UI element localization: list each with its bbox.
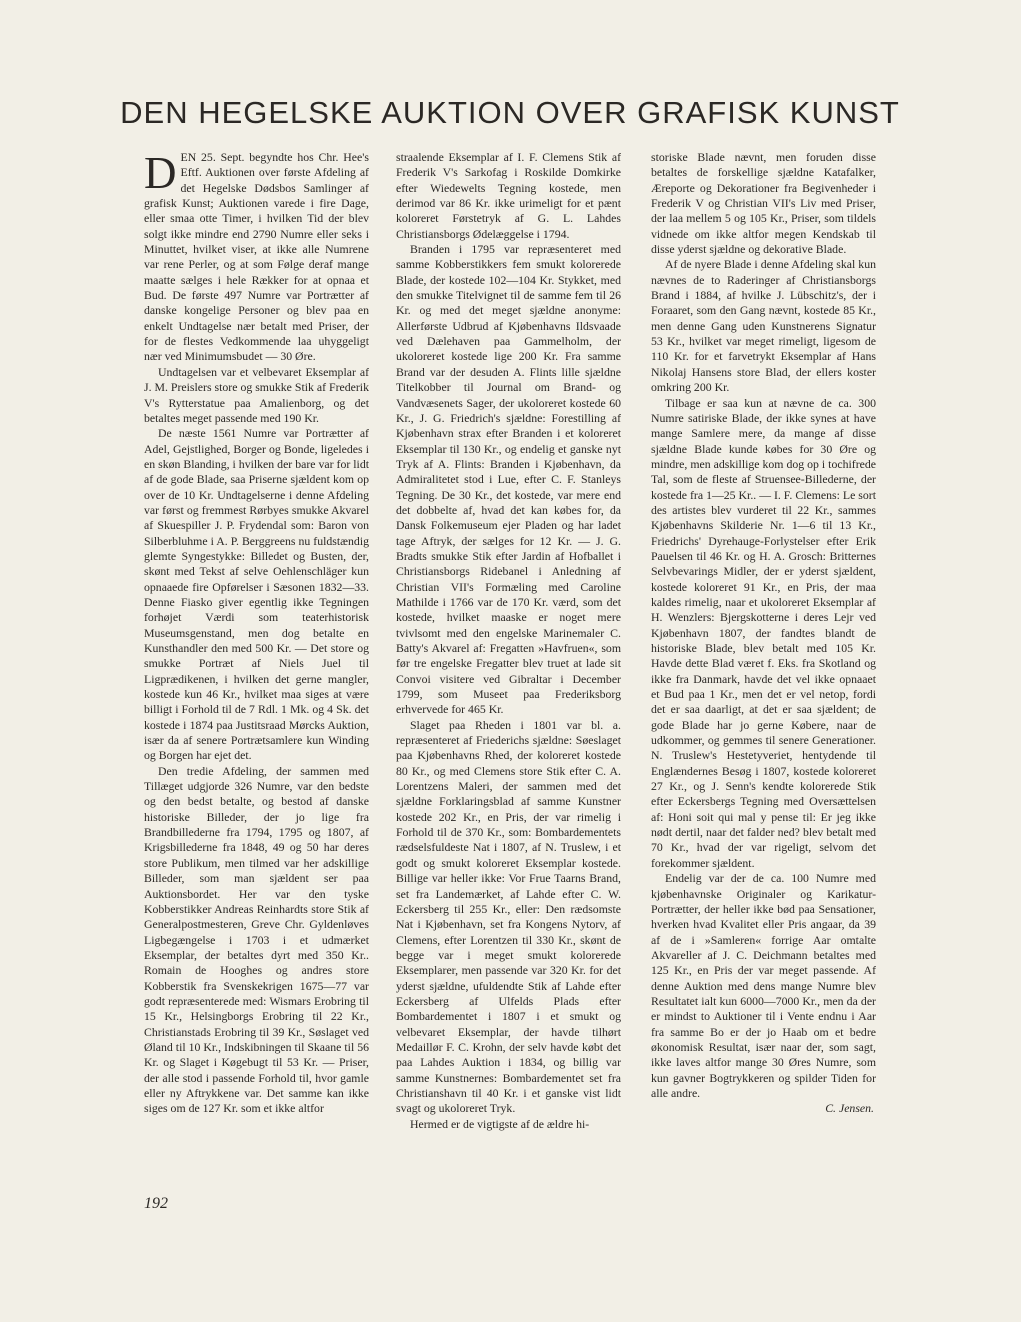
paragraph bbox=[144, 150, 369, 365]
paragraph: Endelig var der de ca. 100 Numre med kjøbenhavnske Originaler og Karikatur-Portrætter, der heller ikke bød paa Sensationer, hverken hvad Kvalitet eller Pris angaar, da 39 af de i »Samleren« forrige Aar omtalte Akvareller af J. C. Deichmann betaltes med 125 Kr., en Pris der var meget passende. Af denne Auktion med dens mange Numre blev Resultatet ialt kun 6000—7000 Kr., men da der er mindst to Auktioner til i Vente endnu i Aar fra samme Bo er der jo Haab om et bedre økonomisk Resultat, især naar der, som sagt, ikke laves altfor mange 30 Øres Numre, som kun gavner Bogtrykkeren og spilder Tiden for alle andre. bbox=[651, 871, 876, 1100]
article-title: DEN HEGELSKE AUKTION OVER GRAFISK KUNST bbox=[120, 95, 900, 130]
paragraph: storiske Blade nævnt, men foruden disse betaltes de forskellige sjældne Katafalker, Æreporte og Dekorationer fra Begivenheder i Frederik V og Christian VII's Liv med Priser, der laa mellem 5 og 105 Kr., Priser, som tildels vidnede om ikke altfor megen Kendskab til disse yderst sjældne og dekorative Blade. bbox=[651, 150, 876, 257]
text-column-2 bbox=[396, 150, 621, 1200]
text-column-1 bbox=[144, 150, 369, 1200]
drop-cap: D bbox=[144, 150, 177, 198]
paragraph: straalende Eksemplar af I. F. Clemens Stik af Frederik V's Sarkofag i Roskilde Domkirke efter Wiedewelts Tegning kostede, men derimod var 86 Kr. ikke urimeligt for et pænt koloreret Førstetryk af G. L. Lahdes Christiansborgs Ødelæggelse i 1794. bbox=[396, 150, 621, 241]
text-column-3 bbox=[651, 150, 876, 1200]
paragraph: Undtagelsen var et velbevaret Eksemplar af J. M. Preislers store og smukke Stik af Frederik V's Rytterstatue paa Amalienborg, og det betaltes meget passende med 190 Kr. bbox=[144, 364, 369, 425]
paragraph: Slaget paa Rheden i 1801 var bl. a. repræsenteret af Friederichs sjældne: Søeslaget paa Kjøbenhavns Rhed, der koloreret kostede 80 Kr., og med Clemens store Stik efter C. A. Lorentzens Maleri, der sammen med det sjældne Forklaringsblad af samme Kunstner kostede 202 Kr., en Pris, der var rimelig i Forhold til de 370 Kr., som: Bombardementets rædselsfuldeste Nat i 1807, af N. Truslew, i et godt og smukt koloreret Eksemplar kostede. Billige var heller ikke: Vor Frue Taarns Brand, set fra Landemærket, af Lahde efter C. W. Eckersberg til 255 Kr., eller: Den rædsomste Nat i Kjøbenhavn, set fra Kongens Nytorv, af Clemens, efter Lorentzen til 330 Kr., skønt de begge var i meget smukt kolorerede Eksemplarer, men passende var 320 Kr. for det yderst sjældne, ufuldendte Stik af Lahde efter Eckersberg af Ulfelds Plads efter Bombardementet i 1807 i et smukt og velbevaret Eksemplar, der havde tilhørt Medaillør F. C. Krohn, der selv havde købt det paa Lahdes Auktion i 1834, og billig var samme Kunstnernes: Bombardementet set fra Christianshavn til 40 Kr. i et ganske vist lidt svagt og ukoloreret Tryk. bbox=[396, 717, 621, 1116]
author-signature: C. Jensen. bbox=[825, 1101, 874, 1116]
paragraph: Branden i 1795 var repræsenteret med samme Kobberstikkers fem smukt kolorerede Blade, der kostede 102—104 Kr. Stykket, med den smukke Titelvignet til de samme fem til 26 Kr. og med det meget sjældne anonyme: Allerførste Udbrud af Kjøbenhavns Ildsvaade ved Dælehaven paa Gammelholm, der ukoloreret kostede lige 200 Kr. Fra samme Brand var der desuden A. Flints lille sjældne Titelkobber til Journal om Brand- og Vandvæsenets Sager, der ukoloreret kostede 60 Kr., J. G. Friedrich's sjældne: Forestilling af Kjøbenhavn strax efter Branden i et koloreret Eksemplar til 130 Kr., og endelig et ganske nyt Tryk af A. Flints: Branden i Kjøbenhavn, da Admiralitetet stod i Lue, efter C. F. Stanleys Tegning. De 30 Kr., det kostede, var mere end det dobbelte af, hvad det kan købes for, da Dansk Folkemuseum ejer Pladen og har ladet tage Aftryk, der sælges for 12 Kr. — J. G. Bradts smukke Stik efter Jardin af Hofballet i Christiansborgs Ridebanel i Anledning af Christian VII's Formæling med Caroline Mathilde i 1766 var de 170 Kr. værd, som det kostede, hvilket maaske er noget mere tvivlsomt med den engelske Marinemaler C. Batty's Akvarel af: Fregatten »Havfruen«, som før tre engelske Fregatter blev truet at lade sit Convoi visitere ved Gibraltar i December 1799, som Museet paa Frederiksborg erhvervede for 465 Kr. bbox=[396, 242, 621, 717]
paragraph: Hermed er de vigtigste af de ældre hi- bbox=[410, 1116, 590, 1131]
paragraph-text: EN 25. Sept. begyndte hos Chr. Hee's Eftf. Auktionen over første Afdeling af det Hegelske Dødsbos Samlinger af grafisk Kunst; Auktionen varede i fire Dage, eller smaa otte Timer, i hvilken Tid der blev solgt ikke mindre end 2790 Numre eller seks i Minuttet, hvilket viser, at ikke alle Numrene var rene Perler, og at som Følge deraf mange maatte sælges i hele Rækker for at opnaa et Bud. De første 497 Numre var Portrætter af danske kongelige Personer og blev paa en enkelt Undtagelse nær betalt med Priser, der for de flestes Vedkommende laa uhyggeligt nær ved Minimumsbudet — 30 Øre. bbox=[144, 150, 369, 364]
paragraph: Tilbage er saa kun at nævne de ca. 300 Numre satiriske Blade, der ikke synes at have mange Samlere mere, da mange af disse sjældne Blade kunde købes for 30 Øre og mindre, men adskillige kom dog op i tochifrede Tal, som de fleste af Struensee-Billederne, der kostede fra 1—25 Kr.. — I. F. Clemens: Le sort des artistes blev vurderet til 22 Kr., sammes Kjøbenhavns Skilderie Nr. 1—6 til 13 Kr., Friedrichs' Dyrehauge-Forlystelser efter Erik Pauelsen til 46 Kr. og H. A. Grosch: Britternes Selvbevarings Midler, der er yderst sjældent, kostede koloreret 91 Kr., en Pris, der maa kaldes rimelig, naar et ukoloreret Eksemplar af H. Wenzlers: Bjergskotterne i deres Lejr ved Kjøbenhavn 1807, der fandtes blandt de historiske Blade, blev betalt med 105 Kr. Havde dette Blad været f. Eks. fra Skotland og ikke fra Danmark, havde det vel ikke opnaaet et Bud paa 1 Kr., men det er vel netop, fordi det er saa daarligt, at det er saa sjældent; de gode Blade har jo gerne Købere, naar de udkommer, og gemmes til senere Generationer. N. Truslew's Hestetyveriet, hentydende til Englændernes Besøg i 1807, kostede koloreret 27 Kr., og J. Senn's kendte kolorerede Stik efter Eckersbergs Tegning med Oversættelsen af: Honi soit qui mal y pense til: Er jeg ikke nødt dertil, naar det falder ned? blev betalt med 70 Kr., hvad der var rigeligt, selvom det forekommer sjældent. bbox=[651, 395, 876, 870]
paragraph: De næste 1561 Numre var Portrætter af Adel, Gejstlighed, Borger og Bonde, ligeledes i en skøn Blanding, i hvilken der bare var for lidt af de gode Blade, saa Priserne sjældent kom op over de 10 Kr. Undtagelserne i denne Afdeling var først og fremmest Rørbyes smukke Akvarel af Skuespiller J. P. Frydendal som: Baron von Silberbluhme i A. P. Berggreens nu fuldstændig glemte Syngestykke: Billedet og Busten, der, skønt med Tekst af selve Oehlenschläger kun opnaaede fire Opførelser i Sæsonen 1832—33. Denne Fiasko giver egentlig ikke Tegningen forhøjet Værdi som teaterhistorisk Museumsgenstand, men dog betalte en Kunsthandler den med 500 Kr. — Det store og smukke Portræt af Niels Juel til Ligprædikenen, i hvilken det gerne mangler, kostede kun 46 Kr., hvilket maa siges at være billigt i Forhold til de 7 Rdl. 1 Mk. og 4 Sk. det kostede i 1874 paa Justitsraad Mørcks Auktion, især da af senere Portrætsamlere kun Winding og Borgen har ejet det. bbox=[144, 426, 369, 763]
paragraph: Den tredie Afdeling, der sammen med Tillæget udgjorde 326 Numre, var den bedste og den bedst betalte, og bestod af danske historiske Billeder, der jo lige fra Brandbillederne fra 1794, 1795 og 1807, af Krigsbillederne fra 1848, 49 og 50 har deres store Publikum, men tilmed var her adskillige Billeder, som man sjældent ser paa Auktionsbordet. Her var den tyske Kobberstikker Andreas Reinhardts store Stik af Generalpostmesteren, Greve Chr. Gyldenløves Ligbegængelse i 1703 i et udmærket Eksemplar, der betaltes dyrt med 350 Kr.. Romain de Hooghes og andres store Kobberstik fra Svenskekrigen 1675—77 var godt repræsenterede med: Wismars Erobring til 15 Kr., Helsingborgs Erobring til 22 Kr., Christianstads Erobring til 39 Kr., Søslaget ved Øland til 10 Kr., Indskibningen til Skaane til 56 Kr. og Slaget i Køgebugt til 53 Kr. — Priser, der alle stod i passende Forhold til, hvor gamle eller ny Aftrykkene var. Det samme kan ikke siges om de 127 Kr. som et ikke altfor bbox=[144, 763, 369, 1116]
page-number: 192 bbox=[144, 1195, 168, 1212]
paragraph: Af de nyere Blade i denne Afdeling skal kun nævnes de to Raderinger af Christiansborgs Brand i 1884, af hvilke J. Lübschitz's, der i Foraaret, som den Gang nævnt, kostede 85 Kr., men denne Gang uden Kunstnerens Signatur 53 Kr., hvilket var meget rimeligt, ligesom de 110 Kr. for et farvetrykt Eksemplar af Hans Nikolaj Hansens store Blad, der ellers koster omkring 200 Kr. bbox=[651, 257, 876, 395]
